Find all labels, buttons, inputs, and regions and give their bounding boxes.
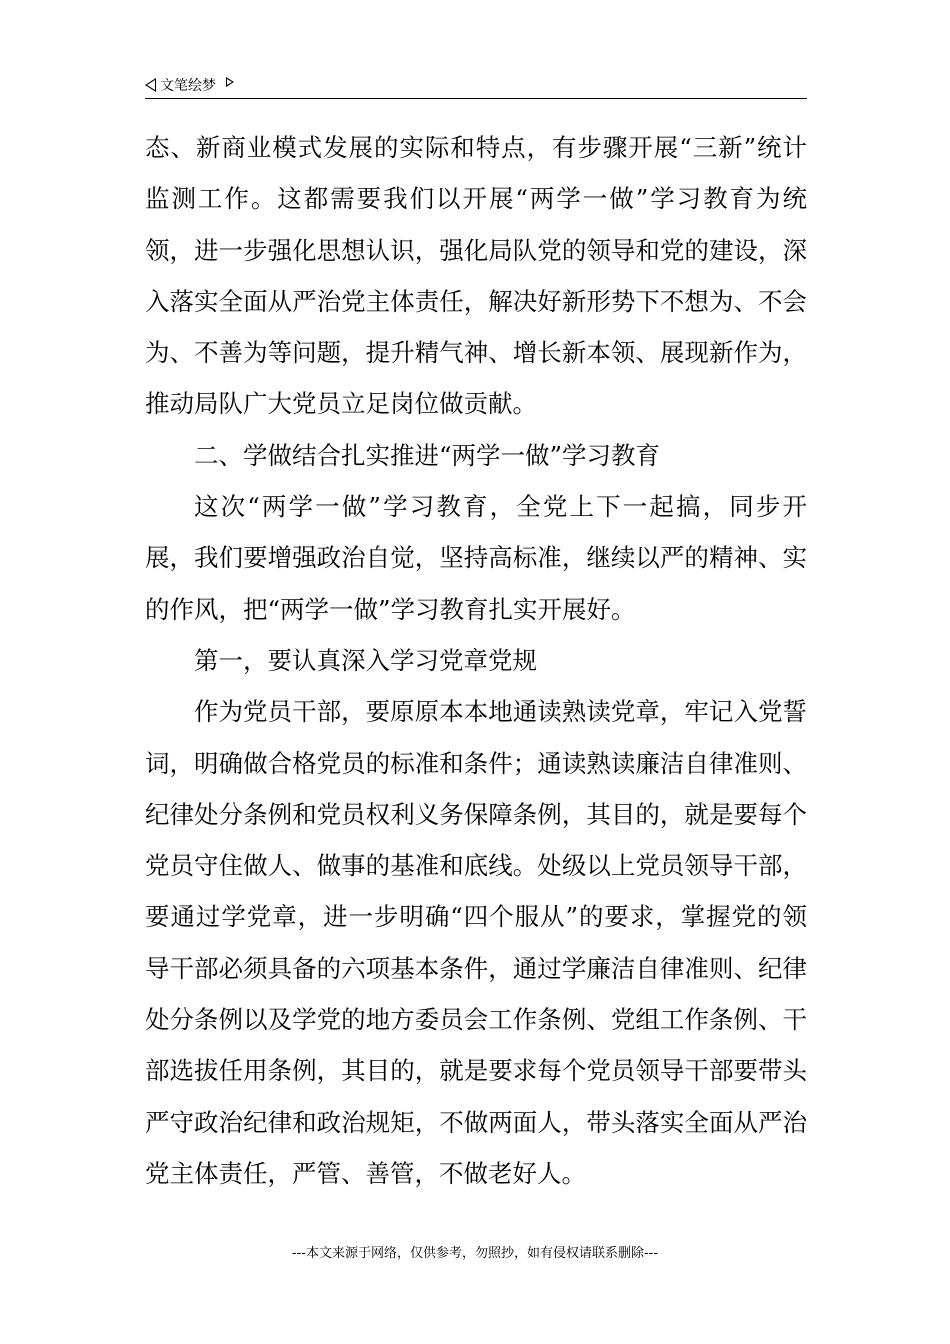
triangle-left-icon — [145, 78, 156, 92]
document-body — [145, 122, 807, 1199]
paragraph: 作为党员干部，要原原本本地通读熟读党章，牢记入党誓词，明确做合格党员的标准和条件；通读熟读廉洁自律准则、纪律处分条例和党员权利义务保障条例，其目的，就是要每个党员守住做人、做事的基准和底线。处级以上党员领导干部，要通过学党章，进一步明确“四个服从”的要求，掌握党的领导干部必须具备的六项基本条件，通过学廉洁自律准则、纪律处分条例以及学党的地方委员会工作条例、党组工作条例、干部选拔任用条例，其目的，就是要求每个党员领导干部要带头严守政治纪律和政治规矩，不做两面人，带头落实全面从严治党主体责任，严管、善管，不做老好人。 — [145, 697, 807, 1188]
paragraph: 态、新商业模式发展的实际和特点，有步骤开展“三新”统计监测工作。这都需要我们以开展“两学一做”学习教育为统领，进一步强化思想认识，强化局队党的领导和党的建设，深入落实全面从严治党主体责任，解决好新形势下不想为、不会为、不善为等问题，提升精气神、增长新本领、展现新作为，推动局队广大党员立足岗位做贡献。 — [145, 133, 807, 419]
section-heading: 二、学做结合扎实推进“两学一做”学习教育 — [194, 440, 661, 470]
page-header — [145, 72, 807, 99]
triangle-right-icon — [226, 77, 234, 87]
paragraph: 这次“两学一做”学习教育，全党上下一起搞，同步开展，我们要增强政治自觉，坚持高标准，继续以严的精神、实的作风，把“两学一做”学习教育扎实开展好。 — [145, 492, 807, 624]
subsection-heading: 第一，要认真深入学习党章党规 — [194, 645, 537, 675]
header-title: 文笔绘梦 — [160, 78, 216, 94]
footer-disclaimer: ---本文来源于网络，仅供参考，勿照抄，如有侵权请联系删除--- — [291, 1246, 659, 1261]
